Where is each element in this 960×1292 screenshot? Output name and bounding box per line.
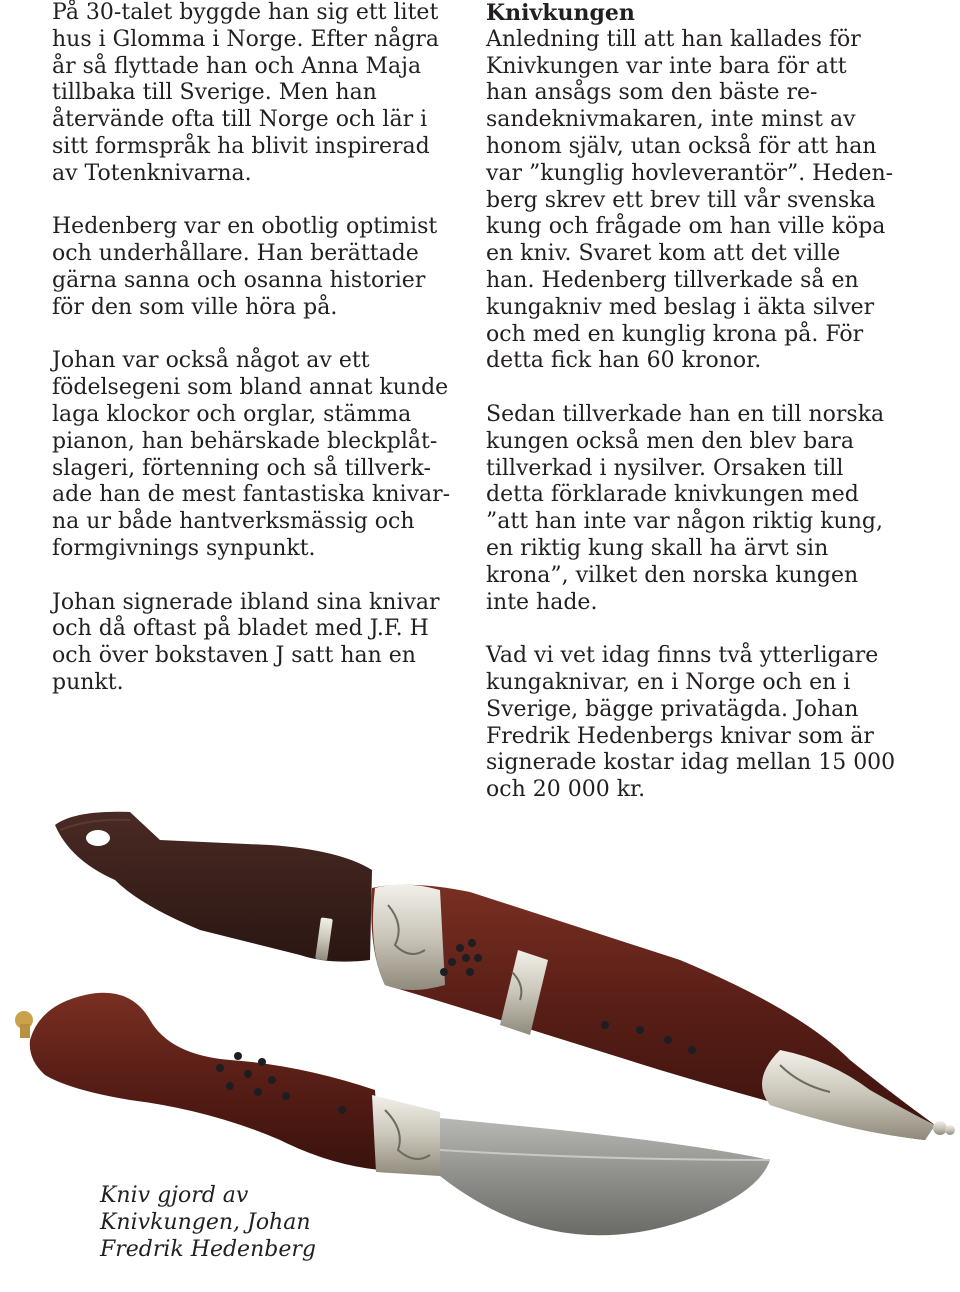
sheath-body <box>371 884 955 1140</box>
photo-caption: Kniv gjord av Knivkungen, Johan Fredrik Hedenberg <box>100 1183 316 1262</box>
left-column <box>52 0 462 724</box>
knife-blade <box>440 1118 770 1235</box>
paragraph-3: Johan var också något av ett födelsegeni som bland annat kunde laga klockor och orglar, stämma pianon, han behärskade bleckplåt- slageri, förtenning och så tillverk- ade han de mest fantastiska knivar- na ur både hantverksmässig och formgivnings synpunkt. <box>52 348 451 561</box>
section-heading: Knivkungen <box>486 0 635 26</box>
paragraph-knivkungen: Knivkungen Anledning till att han kallades för Knivkungen var inte bara för att han ansågs som den bäste re- sandeknivmakaren, inte minst av honom själv, utan också för att han var ”kunglig hovleverantör”. Heden- berg skrev ett brev till vår svenska kung och frågade om han ville köpa en kniv. Svaret kom att det ville han. Hedenberg tillverkade så en kungakniv med beslag i äkta silver och med en kunglig krona på. För detta fick han 60 kronor. <box>486 0 906 375</box>
right-column <box>486 0 906 831</box>
paragraph-4: Johan signerade ibland sina knivar och då oftast på bladet med J.F. H och över bokstaven J satt han en punkt. <box>52 589 440 695</box>
paragraph-kungaknivar: Vad vi vet idag finns två ytterligare kungaknivar, en i Norge och en i Sverige, bägge privatägda. Johan Fredrik Hedenbergs knivar som är signerade kostar idag mellan 15 000 och 20 000 kr. <box>486 643 896 803</box>
paragraph-2: Hedenberg var en obotlig optimist och underhållare. Han berättade gärna sanna och osanna historier för den som ville höra på. <box>52 214 438 320</box>
knife-handle <box>15 993 440 1176</box>
paragraph-norska-kungen: Sedan tillverkade han en till norska kungen också men den blev bara tillverkad i nysilver. Orsaken till detta förklarade knivkungen med ”att han inte var någon riktig kung, en riktig kung skall ha ärvt sin krona”, vilket den norska kungen inte hade. <box>486 401 885 615</box>
sheath-strap <box>55 812 372 962</box>
paragraph-1: På 30-talet byggde han sig ett litet hus i Glomma i Norge. Efter några år så flyttade han och Anna Maja tillbaka till Sverige. Men han återvände ofta till Norge och lär i sitt formspråk ha blivit inspirerad av Totenknivarna. <box>52 0 440 186</box>
